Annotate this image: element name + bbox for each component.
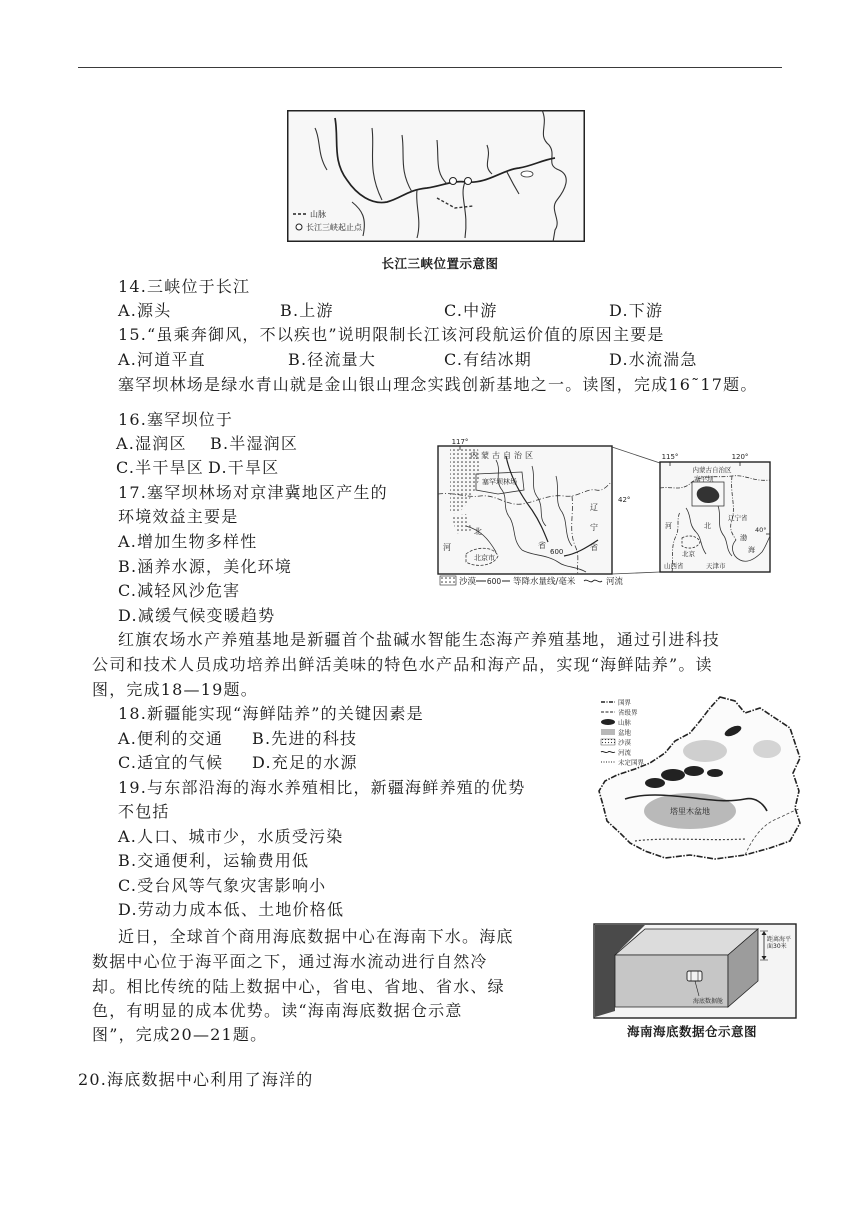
q16-option-a: A.湿润区: [116, 434, 187, 453]
q18-option-c: C.适宜的气候: [118, 753, 224, 772]
q15-stem: 15.“虽乘奔御风，不以疾也”说明限制长江该河段航运价值的原因主要是: [118, 325, 665, 344]
q16-option-b: B.半湿润区: [210, 434, 299, 453]
depth-label: 距离海平面30米: [767, 936, 792, 950]
legend-mountain-label: 山脉: [618, 718, 631, 727]
legend-points-label: 长江三峡起止点: [306, 223, 362, 232]
left-liaoning-char-2: 宁: [590, 523, 598, 532]
gorge-start-point: [450, 178, 457, 185]
intro-20-21-line4: 色，有明显的成本优势。读“海南海底数据仓示意: [92, 1001, 463, 1020]
q15-option-d: D.水流湍急: [609, 350, 698, 369]
left-hebei-char-2: 北: [474, 527, 482, 536]
left-latitude-label: 42°: [618, 496, 631, 504]
legend-desert-symbol: [440, 576, 456, 585]
header-rule: [78, 67, 782, 68]
legend-point-symbol: [296, 224, 302, 230]
q15-option-b: B.径流量大: [288, 350, 377, 369]
legend-undetermined-border-label: 未定国界: [618, 758, 644, 767]
legend-basin-symbol: [601, 729, 615, 735]
q14-option-c: C.中游: [444, 301, 498, 320]
q20-stem: 20.海底数据中心利用了海洋的: [78, 1070, 314, 1089]
intro-18-19-line1: 红旗农场水产养殖基地是新疆首个盐碱水智能生态海产养殖基地，通过引进科技: [118, 630, 721, 649]
left-liaoning-char-1: 辽: [590, 503, 598, 512]
tianshan-mountain: [661, 769, 685, 781]
basin-area: [753, 740, 781, 758]
left-isohyet-label: 600: [550, 548, 564, 556]
q14-option-a: A.源头: [118, 301, 172, 320]
legend-desert-symbol: [601, 739, 615, 745]
q15-option-c: C.有结冰期: [444, 350, 532, 369]
q19-stem-line1: 19.与东部沿海的海水养殖相比，新疆海鲜养殖的优势: [118, 778, 526, 797]
tarim-basin-label: 塔里木盆地: [670, 807, 710, 816]
xinjiang-map: [595, 693, 802, 863]
zoom-connector-line: [612, 447, 660, 463]
q14-option-d: D.下游: [609, 301, 664, 320]
q17-option-a: A.增加生物多样性: [118, 532, 258, 551]
left-hebei-char-1: 河: [443, 543, 451, 552]
right-longitude-east-label: 120°: [731, 453, 749, 461]
left-beijing-label: 北京市: [474, 554, 495, 562]
right-shanxi-label: 山西省: [664, 562, 684, 570]
left-longitude-label: 117°: [451, 438, 469, 446]
q18-option-a: A.便利的交通: [118, 729, 224, 748]
q19-stem-line2: 不包括: [118, 802, 170, 821]
intro-20-21-line5: 图”，完成20—21题。: [92, 1025, 268, 1044]
right-latitude-label: 40°: [755, 526, 767, 534]
q17-option-b: B.涵养水源，美化环境: [118, 557, 293, 576]
datacenter-caption: 海南海底数据仓示意图: [626, 1024, 757, 1039]
tianshan-mountain: [645, 778, 665, 788]
right-sea-char-2: 海: [748, 546, 755, 554]
intro-16-17: 塞罕坝林场是绿水青山就是金山银山理念实践创新基地之一。读图，完成16˜17题。: [118, 375, 758, 394]
intro-18-19-line3: 图，完成18—19题。: [92, 680, 258, 699]
yangtze-map-caption: 长江三峡位置示意图: [381, 256, 499, 271]
q16-stem: 16.塞罕坝位于: [118, 410, 234, 429]
pod-label: 海底数据舱: [693, 998, 724, 1005]
legend-mountain-label: 山脉: [310, 210, 326, 219]
right-sea-char-1: 渤: [740, 534, 747, 542]
legend-mountain-symbol: [601, 719, 615, 725]
q16-option-c: C.半干旱区: [116, 458, 204, 477]
intro-20-21-line1: 近日，全球首个商用海底数据中心在海南下水。海底: [118, 927, 514, 946]
q18-option-b: B.先进的科技: [252, 729, 358, 748]
gorge-end-point: [465, 178, 472, 185]
left-forest-label: 塞罕坝林场: [482, 478, 517, 486]
tianshan-mountain: [684, 766, 704, 776]
right-longitude-west-label: 115°: [661, 453, 679, 461]
q19-option-d: D.劳动力成本低、土地价格低: [118, 900, 345, 919]
right-hebei-char-1: 河: [665, 522, 672, 530]
right-map-frame: [660, 462, 770, 572]
q19-option-b: B.交通便利，运输费用低: [118, 851, 310, 870]
intro-20-21-line3: 却。相比传统的陆上数据中心，省电、省地、省水、绿: [92, 977, 505, 996]
junggar-basin-area: [683, 740, 727, 762]
q18-option-d: D.充足的水源: [252, 753, 358, 772]
legend-river-symbol: [584, 580, 602, 582]
legend-desert-label: 沙漠: [618, 738, 631, 747]
legend-basin-label: 盆地: [618, 728, 631, 737]
right-region-label: 内蒙古自治区: [692, 466, 732, 474]
q19-option-a: A.人口、城市少，水质受污染: [118, 827, 344, 846]
legend-river-label: 河流: [618, 748, 631, 757]
legend-river-label: 河流: [606, 577, 624, 587]
legend-isohyet-value: 600: [486, 577, 502, 586]
right-tianjin-label: 天津市: [706, 562, 726, 570]
legend-isohyet-label: 等降水量线/毫米: [513, 577, 576, 587]
intro-18-19-line2: 公司和技术人员成功培养出鲜活美味的特色水产品和海产品，实现“海鲜陆养”。读: [92, 655, 713, 674]
q15-option-a: A.河道平直: [118, 350, 206, 369]
q14-stem: 14.三峡位于长江: [118, 277, 251, 296]
yangtze-three-gorges-map: [287, 110, 585, 242]
legend-province-boundary-label: 省级界: [618, 708, 638, 717]
right-beijing-label: 北京: [682, 550, 695, 558]
q16-option-d: D.干旱区: [208, 458, 280, 477]
q17-option-c: C.减轻风沙危害: [118, 581, 241, 600]
q17-option-d: D.减缓气候变暖趋势: [118, 606, 276, 625]
saihanba-location-map: [436, 436, 776, 592]
q14-option-b: B.上游: [280, 301, 334, 320]
q19-option-c: C.受台风等气象灾害影响小: [118, 876, 327, 895]
left-liaoning-char-3: 省: [590, 543, 598, 552]
lake: [521, 171, 533, 177]
legend-border-label: 国界: [618, 698, 631, 707]
legend-river-symbol: [601, 751, 615, 752]
zoom-connector-line: [612, 572, 660, 574]
right-liaoning-label: 辽宁省: [728, 514, 748, 522]
q17-stem-line2: 环境效益主要是: [118, 507, 239, 526]
q18-stem: 18.新疆能实现“海鲜陆养”的关键因素是: [118, 704, 424, 723]
left-region-label: 内蒙古自治区: [470, 451, 536, 460]
right-site-label: 塞罕坝: [694, 475, 714, 483]
tianshan-mountain: [707, 769, 723, 777]
right-hebei-char-2: 北: [704, 522, 711, 530]
data-pod-icon: [687, 971, 702, 981]
map-frame: [288, 111, 585, 242]
legend-desert-label: 沙漠: [459, 577, 477, 587]
left-hebei-char-3: 省: [538, 541, 546, 550]
q17-stem-line1: 17.塞罕坝林场对京津冀地区产生的: [118, 483, 388, 502]
intro-20-21-line2: 数据中心位于海平面之下，通过海水流动进行自然冷: [92, 952, 488, 971]
